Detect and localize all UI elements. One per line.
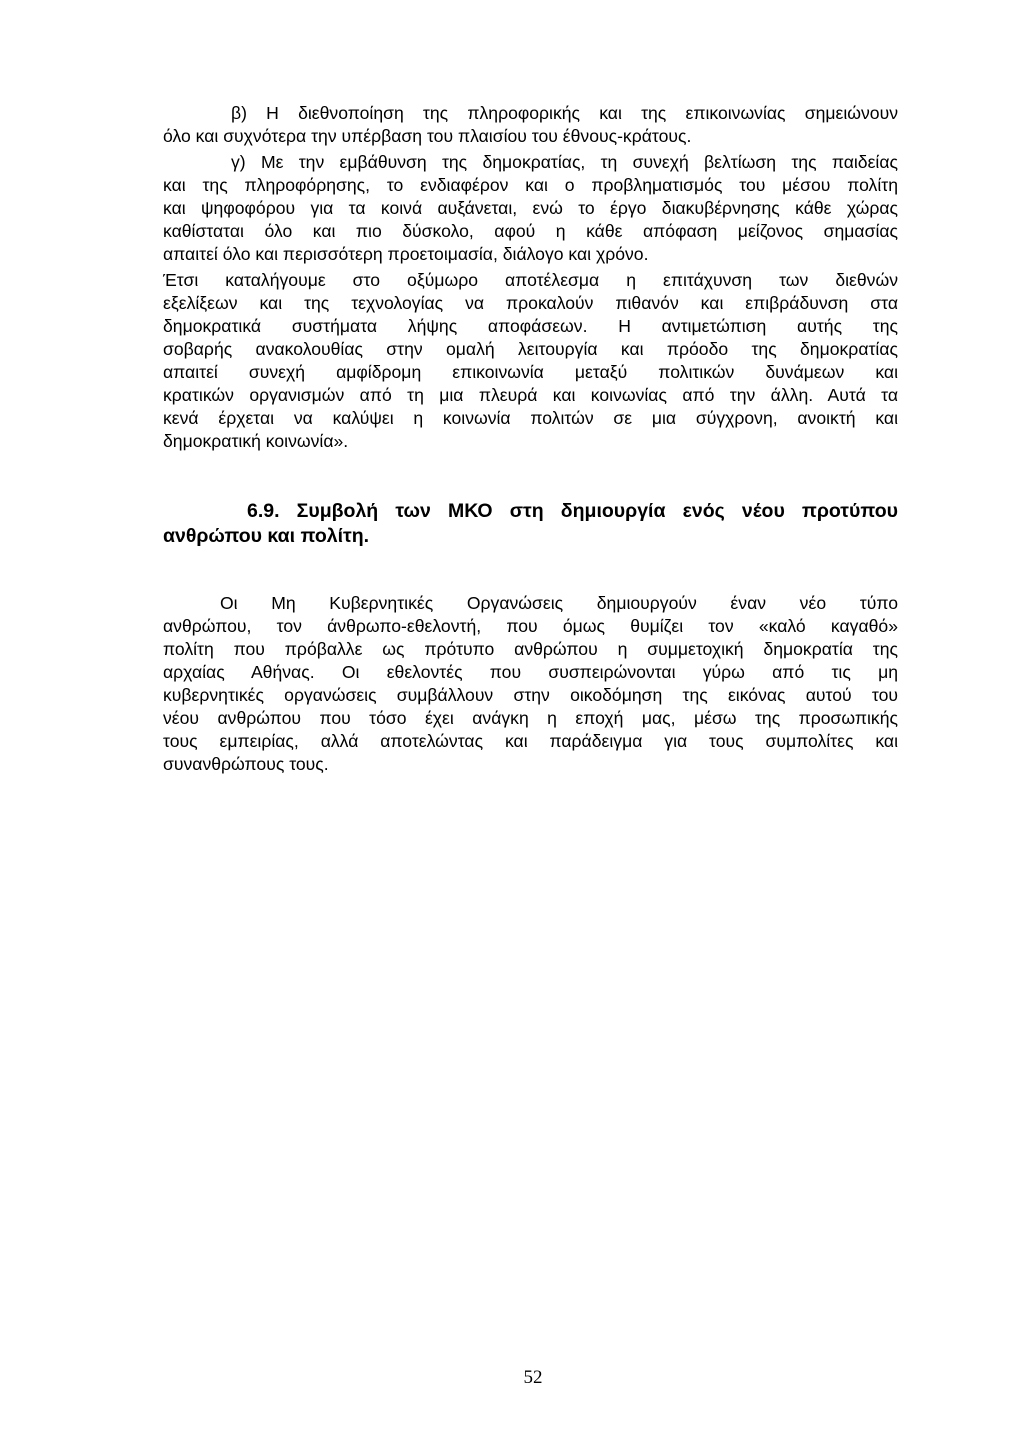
paragraph-c-line-4: καθίσταται όλο και πιο δύσκολο, αφού η κάθε απόφαση μείζονος σημασίας bbox=[163, 221, 898, 241]
paragraph-conclusion-line-7: κενά έρχεται να καλύψει η κοινωνία πολιτών σε μια σύγχρονη, ανοικτή και bbox=[163, 408, 898, 428]
paragraph-conclusion-line-4: σοβαρής ανακολουθίας στην ομαλή λειτουργία και πρόοδο της δημοκρατίας bbox=[163, 339, 898, 359]
paragraph-b-line-2: όλο και συχνότερα την υπέρβαση του πλαισίου του έθνους-κράτους. bbox=[163, 126, 692, 146]
paragraph-c-line-3: και ψηφοφόρου για τα κοινά αυξάνεται, ενώ το έργο διακυβέρνησης κάθε χώρας bbox=[163, 198, 898, 218]
page-number: 52 bbox=[523, 1367, 543, 1388]
section-heading-line-2: ανθρώπου και πολίτη. bbox=[163, 525, 370, 547]
paragraph-ngo-line-4: αρχαίας Αθήνας. Οι εθελοντές που συσπειρώνονται γύρω από τις μη bbox=[163, 662, 898, 682]
paragraph-ngo-line-5: κυβερνητικές οργανώσεις συμβάλλουν στην οικοδόμηση της εικόνας αυτού του bbox=[163, 685, 898, 705]
paragraph-ngo-line-8: συνανθρώπους τους. bbox=[163, 754, 329, 774]
paragraph-c-line-5: απαιτεί όλο και περισσότερη προετοιμασία, διάλογο και χρόνο. bbox=[163, 244, 649, 264]
paragraph-b-line-1: β) Η διεθνοποίηση της πληροφορικής και της επικοινωνίας σημειώνουν bbox=[231, 103, 898, 123]
paragraph-conclusion-line-8: δημοκρατική κοινωνία». bbox=[163, 431, 349, 451]
paragraph-c-line-1: γ) Με την εμβάθυνση της δημοκρατίας, τη συνεχή βελτίωση της παιδείας bbox=[231, 152, 898, 172]
section-heading-line-1: 6.9. Συμβολή των ΜΚΟ στη δημιουργία ενός νέου προτύπου bbox=[247, 500, 898, 522]
paragraph-ngo-line-6: νέου ανθρώπου που τόσο έχει ανάγκη η εποχή μας, μέσω της προσωπικής bbox=[163, 708, 898, 728]
paragraph-conclusion-line-6: κρατικών οργανισμών από τη μια πλευρά και κοινωνίας από την άλλη. Αυτά τα bbox=[163, 385, 898, 405]
paragraph-conclusion-line-1: Έτσι καταλήγουμε στο οξύμωρο αποτέλεσμα η επιτάχυνση των διεθνών bbox=[163, 270, 898, 290]
paragraph-ngo-line-3: πολίτη που πρόβαλλε ως πρότυπο ανθρώπου η συμμετοχική δημοκρατία της bbox=[163, 639, 898, 659]
paragraph-conclusion-line-5: απαιτεί συνεχή αμφίδρομη επικοινωνία μεταξύ πολιτικών δυνάμεων και bbox=[163, 362, 898, 382]
paragraph-conclusion-line-3: δημοκρατικά συστήματα λήψης αποφάσεων. Η αντιμετώπιση αυτής της bbox=[163, 316, 898, 336]
paragraph-conclusion-line-2: εξελίξεων και της τεχνολογίας να προκαλούν πιθανόν και επιβράδυνση στα bbox=[163, 293, 898, 313]
paragraph-ngo-line-1: Οι Μη Κυβερνητικές Οργανώσεις δημιουργούν έναν νέο τύπο bbox=[220, 593, 898, 613]
paragraph-c-line-2: και της πληροφόρησης, το ενδιαφέρον και ο προβληματισμός του μέσου πολίτη bbox=[163, 175, 898, 195]
paragraph-ngo-line-2: ανθρώπου, τον άνθρωπο-εθελοντή, που όμως θυμίζει τον «καλό καγαθό» bbox=[163, 616, 898, 636]
paragraph-ngo-line-7: τους εμπειρίας, αλλά αποτελώντας και παράδειγμα για τους συμπολίτες και bbox=[163, 731, 898, 751]
